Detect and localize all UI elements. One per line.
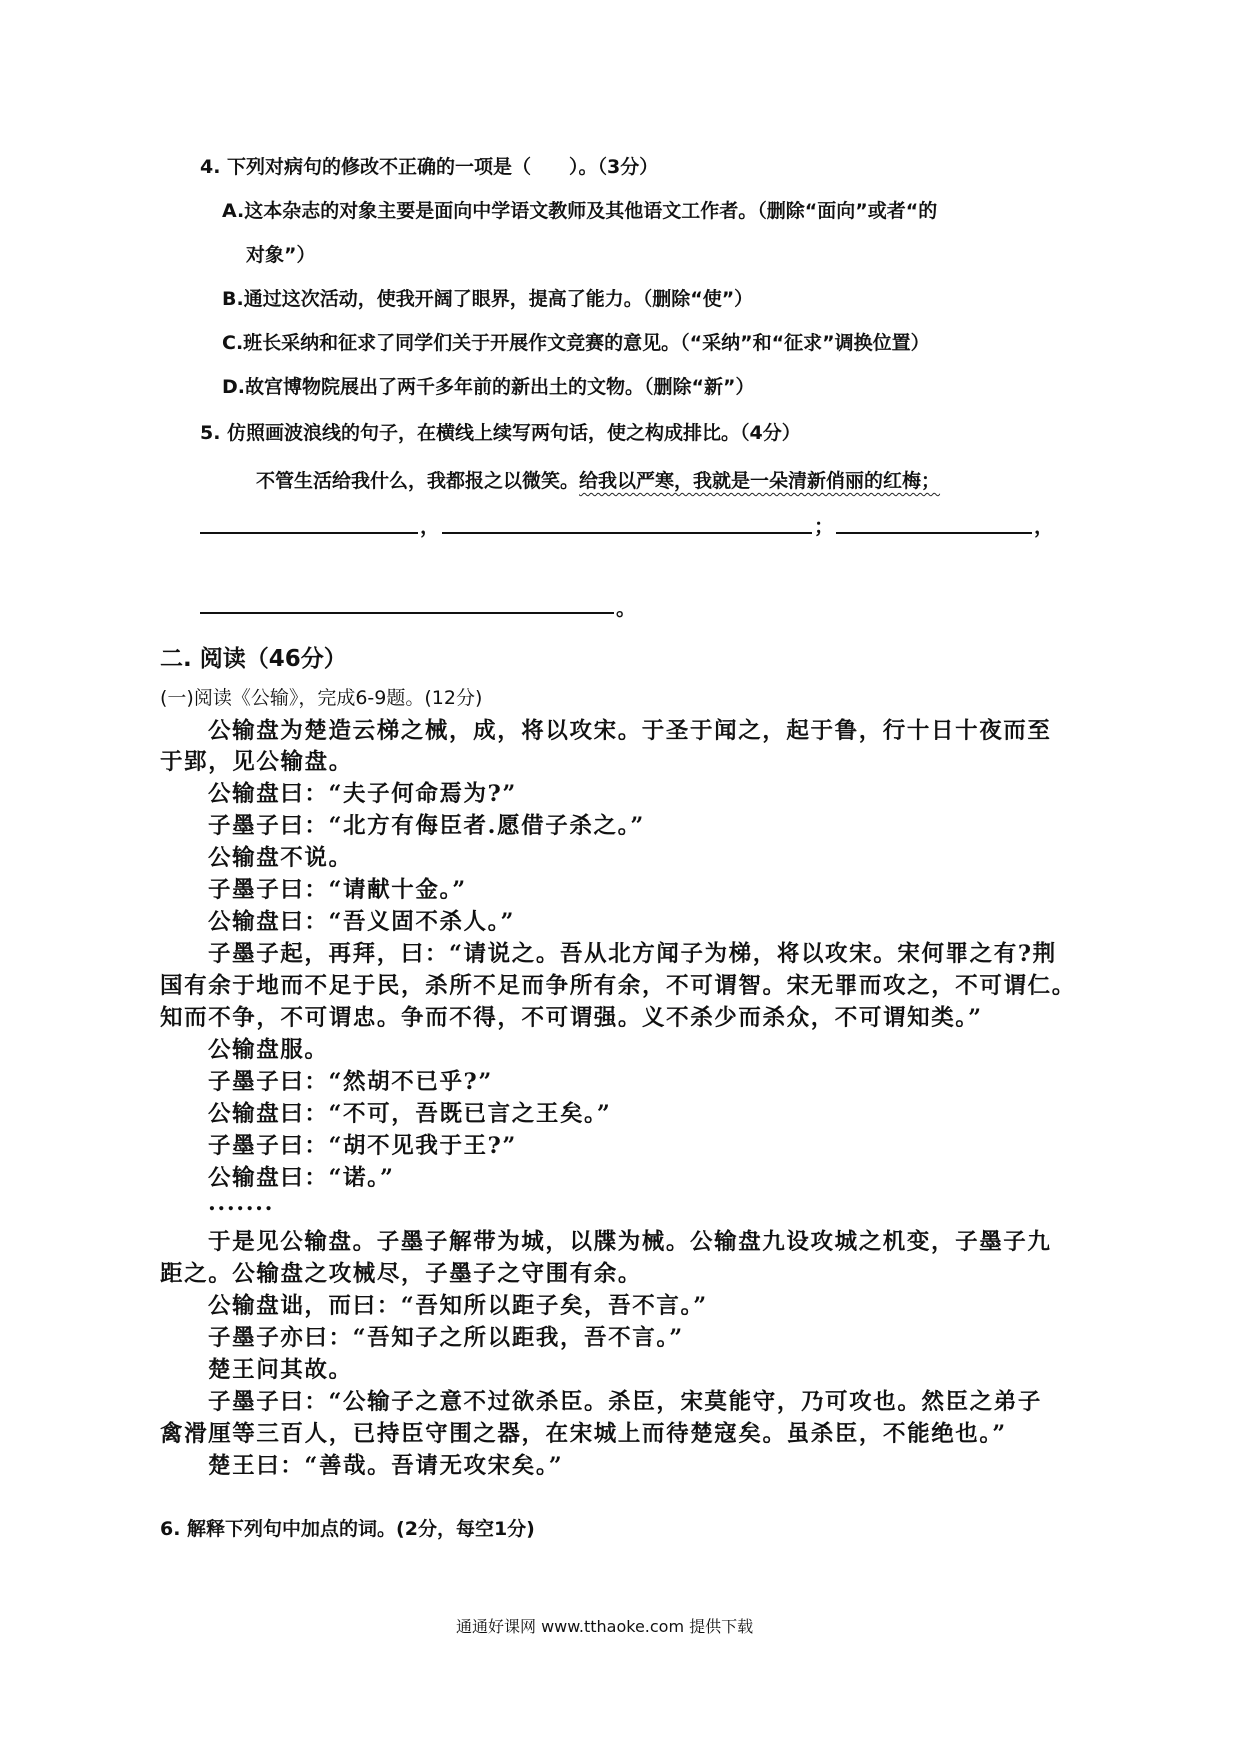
question-5-stem: 5. 仿照画波浪线的句子，在横线上续写两句话，使之构成排比。（4分）	[200, 422, 801, 444]
passage-ellipsis: .......	[208, 1190, 275, 1216]
section-subtitle: (一)阅读《公输》，完成6-9题。(12分)	[160, 687, 483, 709]
comma-mark-2: ，	[1034, 514, 1054, 538]
passage-line-3: 公输盘曰：“夫子何命焉为?”	[208, 781, 517, 807]
passage-line-22: 子墨子曰：“公输子之意不过欲杀臣。杀臣，宋莫能守，乃可攻也。然臣之弟子	[208, 1389, 1042, 1415]
question-6-stem: 6. 解释下列句中加点的词。(2分，每空1分)	[160, 1518, 535, 1540]
passage-line-20: 子墨子亦曰：“吾知子之所以距我，吾不言。”	[208, 1325, 684, 1351]
period-mark: 。	[616, 596, 636, 620]
passage-line-10: 知而不争，不可谓忠。争而不得，不可谓强。义不杀少而杀众，不可谓知类。”	[160, 1005, 983, 1031]
passage-line-23: 禽滑厘等三百人，已持臣守围之器，在宋城上而待楚寇矣。虽杀臣，不能绝也。”	[160, 1421, 1007, 1447]
passage-line-5: 公输盘不说。	[208, 845, 353, 871]
passage-line-18: 距之。公输盘之攻械尽，子墨子之守围有余。	[160, 1261, 643, 1287]
passage-line-7: 公输盘曰：“吾义固不杀人。”	[208, 909, 516, 935]
footer-download-note: 通通好课网 www.tthaoke.com 提供下载	[456, 1617, 754, 1636]
passage-line-15: 公输盘曰：“诺。”	[208, 1165, 395, 1191]
passage-line-19: 公输盘诎，而曰：“吾知所以距子矣，吾不言。”	[208, 1293, 708, 1319]
passage-line-11: 公输盘服。	[208, 1037, 329, 1063]
passage-line-8: 子墨子起，再拜，曰：“请说之。吾从北方闻子为梯，将以攻宋。宋何罪之有?荆	[208, 941, 1057, 967]
passage-line-21: 楚王问其故。	[208, 1357, 353, 1383]
passage-line-6: 子墨子曰：“请献十金。”	[208, 877, 467, 903]
answer-blank-4[interactable]	[200, 612, 614, 614]
semicolon-mark: ；	[814, 514, 834, 538]
passage-line-13: 公输盘曰：“不可，吾既已言之王矣。”	[208, 1101, 612, 1127]
example-lead: 不管生活给我什么，我都报之以微笑。	[256, 470, 580, 492]
question-4-option-a: A.这本杂志的对象主要是面向中学语文教师及其他语文工作者。（删除“面向”或者“的	[222, 200, 938, 222]
passage-line-24: 楚王曰：“善哉。吾请无攻宋矣。”	[208, 1453, 564, 1479]
passage-line-12: 子墨子曰：“然胡不已乎?”	[208, 1069, 493, 1095]
passage-line-2: 于郢，见公输盘。	[160, 749, 353, 775]
answer-blank-1[interactable]	[200, 532, 418, 534]
question-5-example-sentence	[256, 466, 940, 493]
question-4-option-b: B.通过这次活动，使我开阔了眼界，提高了能力。（删除“使”）	[222, 288, 754, 310]
answer-blank-2[interactable]	[442, 532, 812, 534]
passage-line-17: 于是见公输盘。子墨子解带为城，以牒为械。公输盘九设攻城之机变，子墨子九	[208, 1229, 1052, 1255]
question-4-stem: 4. 下列对病句的修改不正确的一项是（ ）。（3分）	[200, 156, 659, 178]
section-title: 二. 阅读（46分）	[160, 646, 347, 672]
passage-line-4: 子墨子曰：“北方有侮臣者.愿借子杀之。”	[208, 813, 645, 839]
passage-line-14: 子墨子曰：“胡不见我于王?”	[208, 1133, 517, 1159]
wavy-underlined-sentence: 给我以严寒，我就是一朵清新俏丽的红梅；	[579, 470, 941, 492]
question-4-option-c: C.班长采纳和征求了同学们关于开展作文竞赛的意见。（“采纳”和“征求”调换位置）	[222, 332, 930, 354]
passage-line-1: 公输盘为楚造云梯之械，成，将以攻宋。于圣于闻之，起于鲁，行十日十夜而至	[208, 718, 1052, 744]
comma-mark: ，	[420, 514, 440, 538]
question-4-option-a-continued: 对象”）	[246, 244, 316, 266]
passage-line-9: 国有余于地而不足于民，杀所不足而争所有余，不可谓智。宋无罪而攻之，不可谓仁。	[160, 973, 1076, 999]
question-4-option-d: D.故宫博物院展出了两千多年前的新出土的文物。（删除“新”）	[222, 376, 755, 398]
answer-blank-3[interactable]	[836, 532, 1032, 534]
